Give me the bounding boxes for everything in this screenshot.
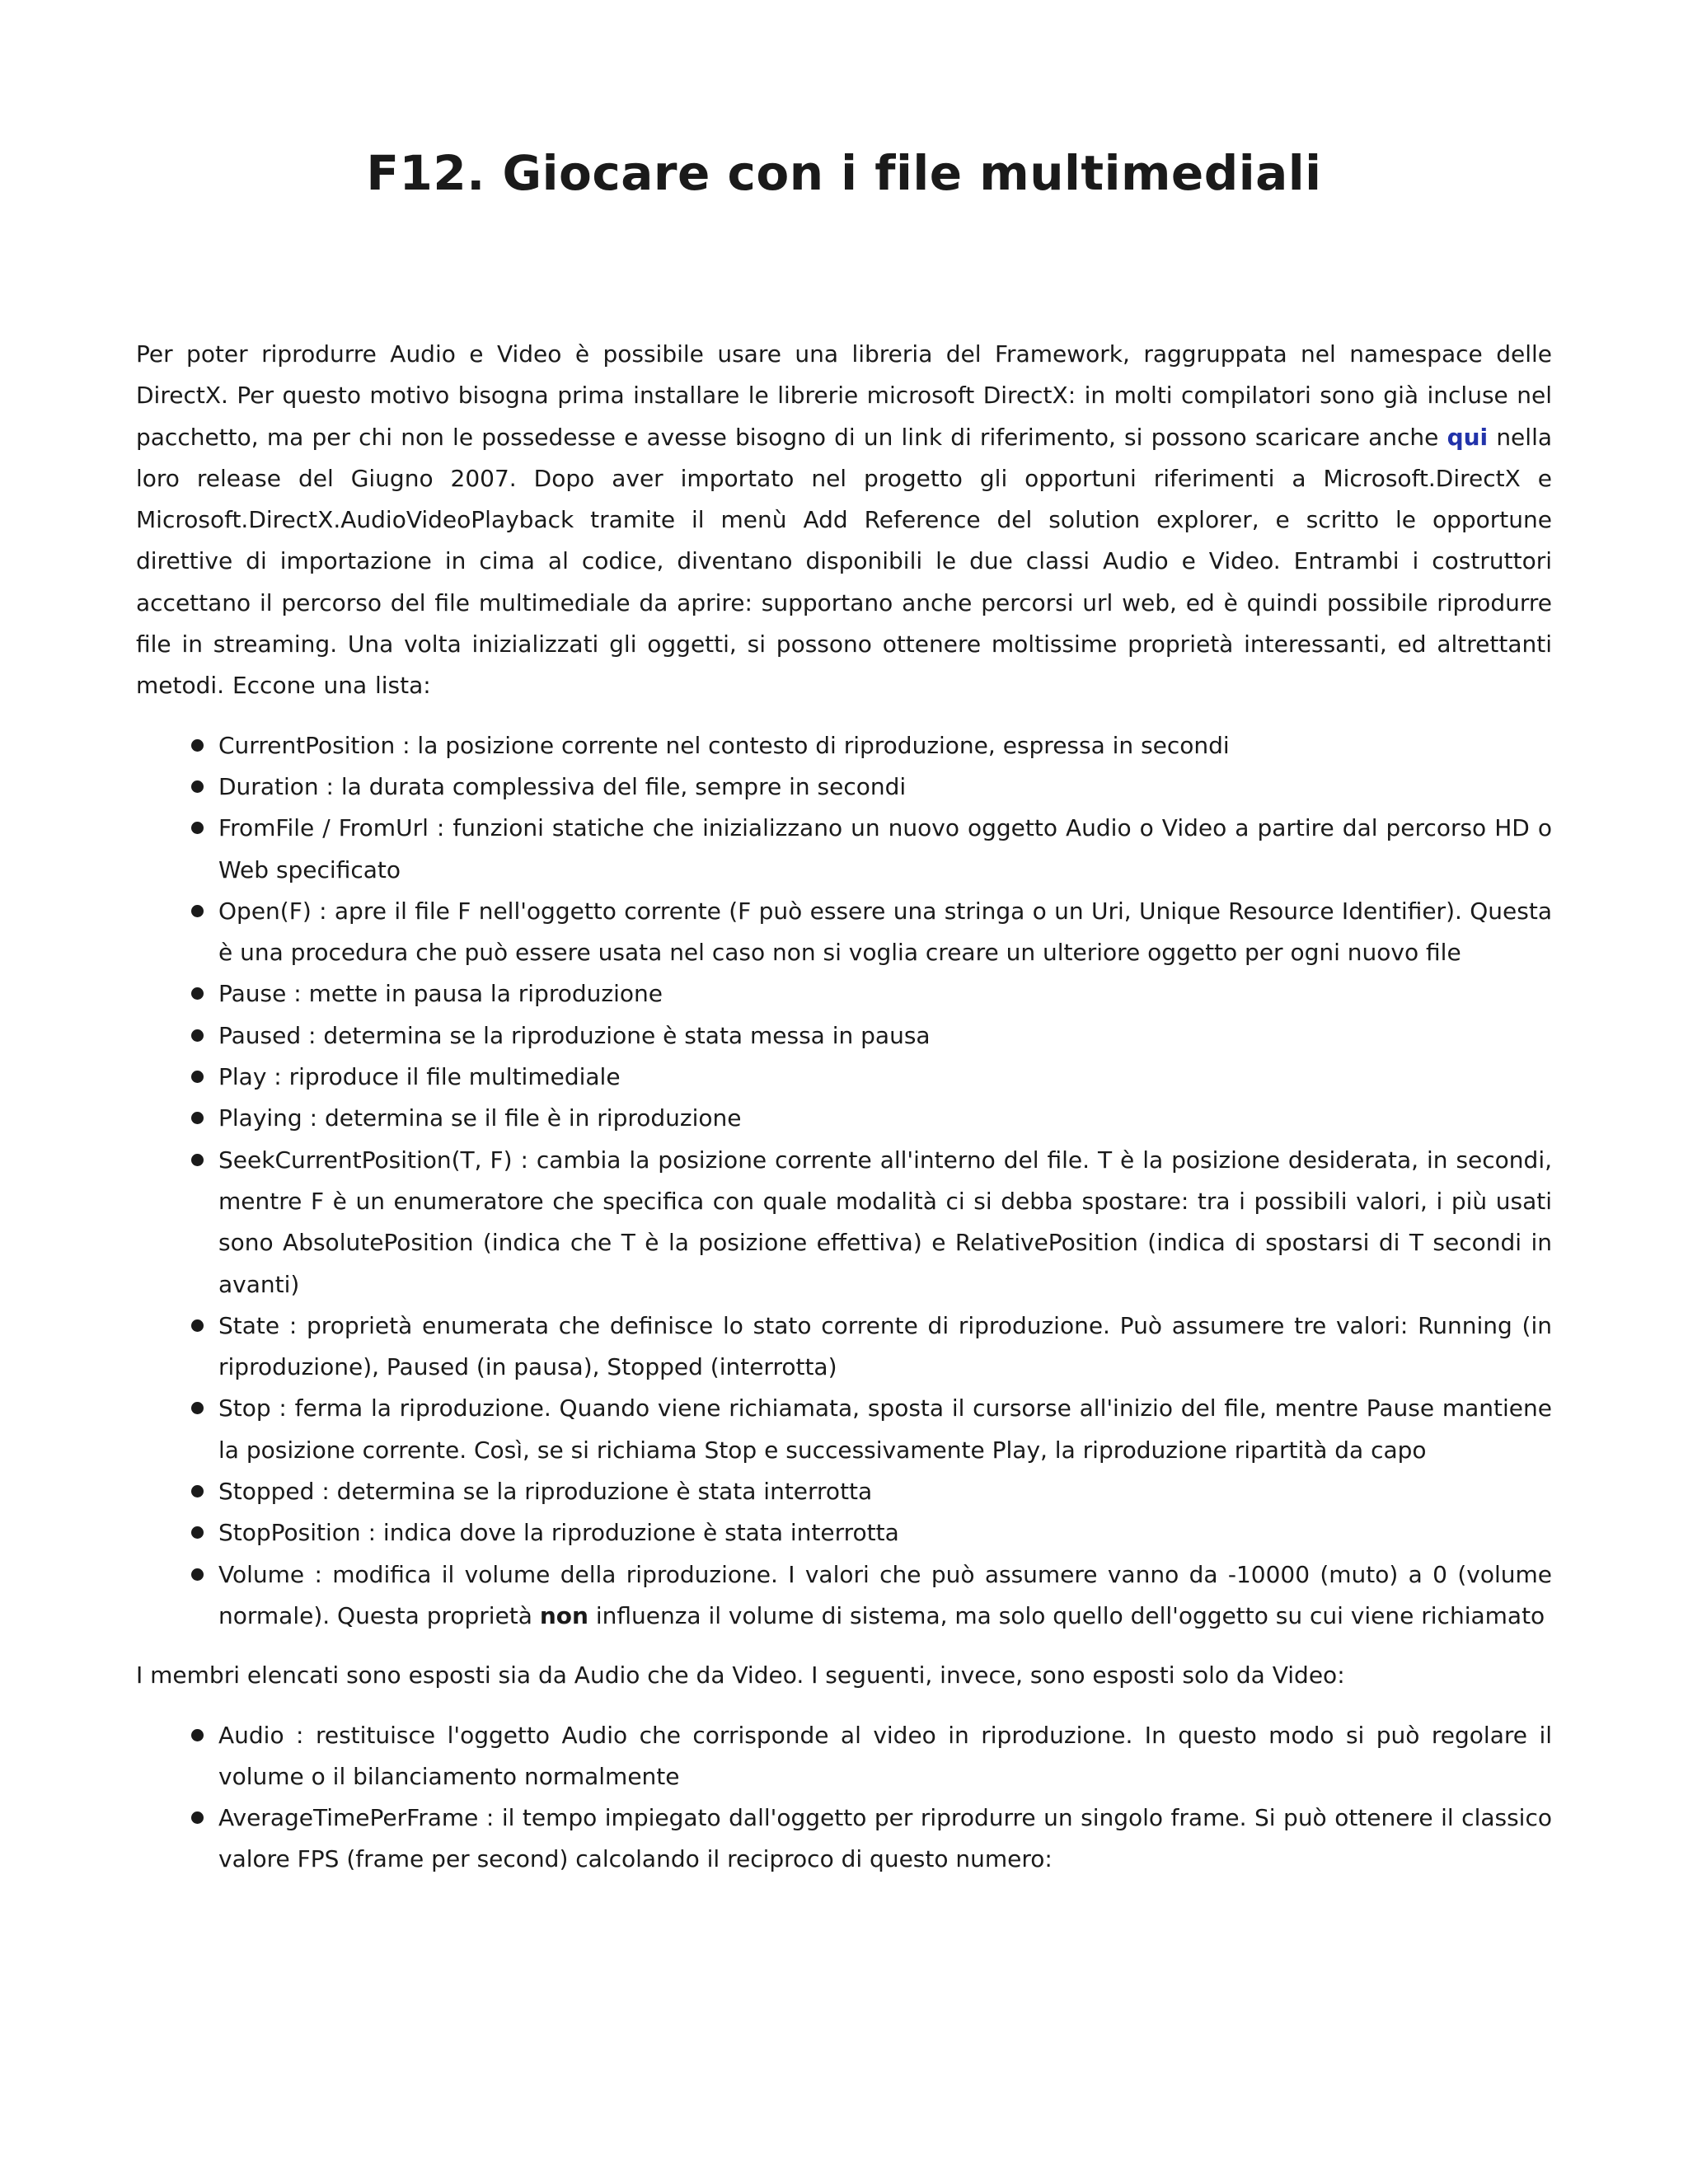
list-item xyxy=(136,1715,1552,1798)
page-title: F12. Giocare con i file multimediali xyxy=(366,145,1322,201)
member-name: Paused xyxy=(218,1021,302,1049)
member-description: : la durata complessiva del file, sempre in secondi xyxy=(318,772,907,800)
list-item xyxy=(136,1388,1552,1471)
member-name: Play xyxy=(218,1063,267,1091)
list-item xyxy=(136,1140,1552,1305)
member-name: Audio xyxy=(218,1721,284,1749)
member-name: StopPosition xyxy=(218,1519,361,1547)
member-description: : determina se la riproduzione è stata messa in pausa xyxy=(301,1021,931,1049)
member-description: : indica dove la riproduzione è stata interrotta xyxy=(360,1519,899,1547)
member-description: : mette in pausa la riproduzione xyxy=(286,980,663,1008)
member-description: : restituisce l'oggetto Audio che corrisponde al video in riproduzione. In questo modo si può regolare il volume o il bilanciamento normalmente xyxy=(218,1721,1552,1790)
intro-paragraph xyxy=(136,334,1552,707)
member-description-end: influenza il volume di sistema, ma solo quello dell'oggetto su cui viene richiamato xyxy=(588,1601,1545,1629)
list-item xyxy=(136,1098,1552,1139)
download-link[interactable]: qui xyxy=(1447,423,1489,451)
member-description: : modifica il volume della riproduzione. I valori che può assumere vanno da -10000 (muto) a 0 (volume normale). Questa proprietà xyxy=(218,1560,1552,1629)
list-item xyxy=(136,1471,1552,1512)
intro-text-before-link: Per poter riprodurre Audio e Video è possibile usare una libreria del Framework, raggruppata nel namespace delle DirectX. Per questo motivo bisogna prima installare le librerie microsoft DirectX: in molti compilatori sono già incluse nel pacchetto, ma per chi non le possedesse e avesse bisogno di un link di riferimento, si possono scaricare anche xyxy=(136,340,1552,451)
list-item xyxy=(136,725,1552,766)
list-item xyxy=(136,973,1552,1015)
list-item xyxy=(136,766,1552,808)
member-description: : ferma la riproduzione. Quando viene richiamata, sposta il cursorse all'inizio del file, mentre Pause mantiene la posizione corrente. Così, se si richiama Stop e successivamente Play, la riproduzione ripartità da capo xyxy=(218,1394,1552,1464)
video-members-list xyxy=(136,1715,1552,1881)
list-item xyxy=(136,1554,1552,1638)
video-only-paragraph: I membri elencati sono esposti sia da Audio che da Video. I seguenti, invece, sono esposti solo da Video: xyxy=(136,1661,1345,1690)
member-description: : la posizione corrente nel contesto di riproduzione, espressa in secondi xyxy=(395,731,1230,759)
member-description: : il tempo impiegato dall'oggetto per riprodurre un singolo frame. Si può ottenere il classico valore FPS (frame per second) calcolando il reciproco di questo numero: xyxy=(218,1804,1552,1873)
member-name: Playing xyxy=(218,1104,302,1132)
member-name: Pause xyxy=(218,980,287,1008)
member-name: SeekCurrentPosition(T, F) xyxy=(218,1146,513,1174)
member-name: Duration xyxy=(218,772,319,800)
emphasis-text: non xyxy=(539,1601,588,1629)
member-name: CurrentPosition xyxy=(218,731,396,759)
member-name: AverageTimePerFrame xyxy=(218,1804,479,1832)
list-item xyxy=(136,1512,1552,1554)
member-description: : proprietà enumerata che definisce lo stato corrente di riproduzione. Può assumere tre valori: Running (in riproduzione), Paused (in pausa), Stopped (interrotta) xyxy=(218,1311,1552,1381)
member-description: : riproduce il file multimediale xyxy=(266,1063,621,1091)
member-description: : apre il file F nell'oggetto corrente (F può essere una stringa o un Uri, Unique Resource Identifier). Questa è una procedura che può essere usata nel caso non si voglia creare un ulteriore oggetto per ogni nuovo file xyxy=(218,897,1552,967)
members-list xyxy=(136,725,1552,1638)
list-item xyxy=(136,1015,1552,1057)
member-description: : determina se la riproduzione è stata interrotta xyxy=(314,1478,873,1506)
list-item xyxy=(136,1305,1552,1389)
list-item xyxy=(136,1797,1552,1881)
list-item xyxy=(136,891,1552,974)
document-page xyxy=(136,0,1552,1881)
member-name: Stopped xyxy=(218,1478,315,1506)
member-description: : determina se il file è in riproduzione xyxy=(302,1104,742,1132)
member-description: : funzioni statiche che inizializzano un nuovo oggetto Audio o Video a partire dal percorso HD o Web specificato xyxy=(218,814,1552,883)
list-item xyxy=(136,808,1552,891)
member-description: : cambia la posizione corrente all'interno del file. T è la posizione desiderata, in secondi, mentre F è un enumeratore che specifica con quale modalità ci si debba spostare: tra i possibili valori, i più usati sono AbsolutePosition (indica che T è la posizione effettiva) e RelativePosition (indica di spostarsi di T secondi in avanti) xyxy=(218,1146,1552,1298)
intro-text-after-link: nella loro release del Giugno 2007. Dopo aver importato nel progetto gli opportuni riferimenti a Microsoft.DirectX e Microsoft.DirectX.AudioVideoPlayback tramite il menù Add Reference del solution explorer, e scritto le opportune direttive di importazione in cima al codice, diventano disponibili le due classi Audio e Video. Entrambi i costruttori accettano il percorso del file multimediale da aprire: supportano anche percorsi url web, ed è quindi possibile riprodurre file in streaming. Una volta inizializzati gli oggetti, si possono ottenere moltissime proprietà interessanti, ed altrettanti metodi. Eccone una lista: xyxy=(136,423,1553,700)
member-name: Volume xyxy=(218,1560,305,1588)
member-name: FromFile / FromUrl xyxy=(218,814,429,842)
list-item xyxy=(136,1057,1552,1098)
member-name: State xyxy=(218,1311,280,1339)
member-name: Stop xyxy=(218,1394,271,1422)
member-name: Open(F) xyxy=(218,897,312,925)
